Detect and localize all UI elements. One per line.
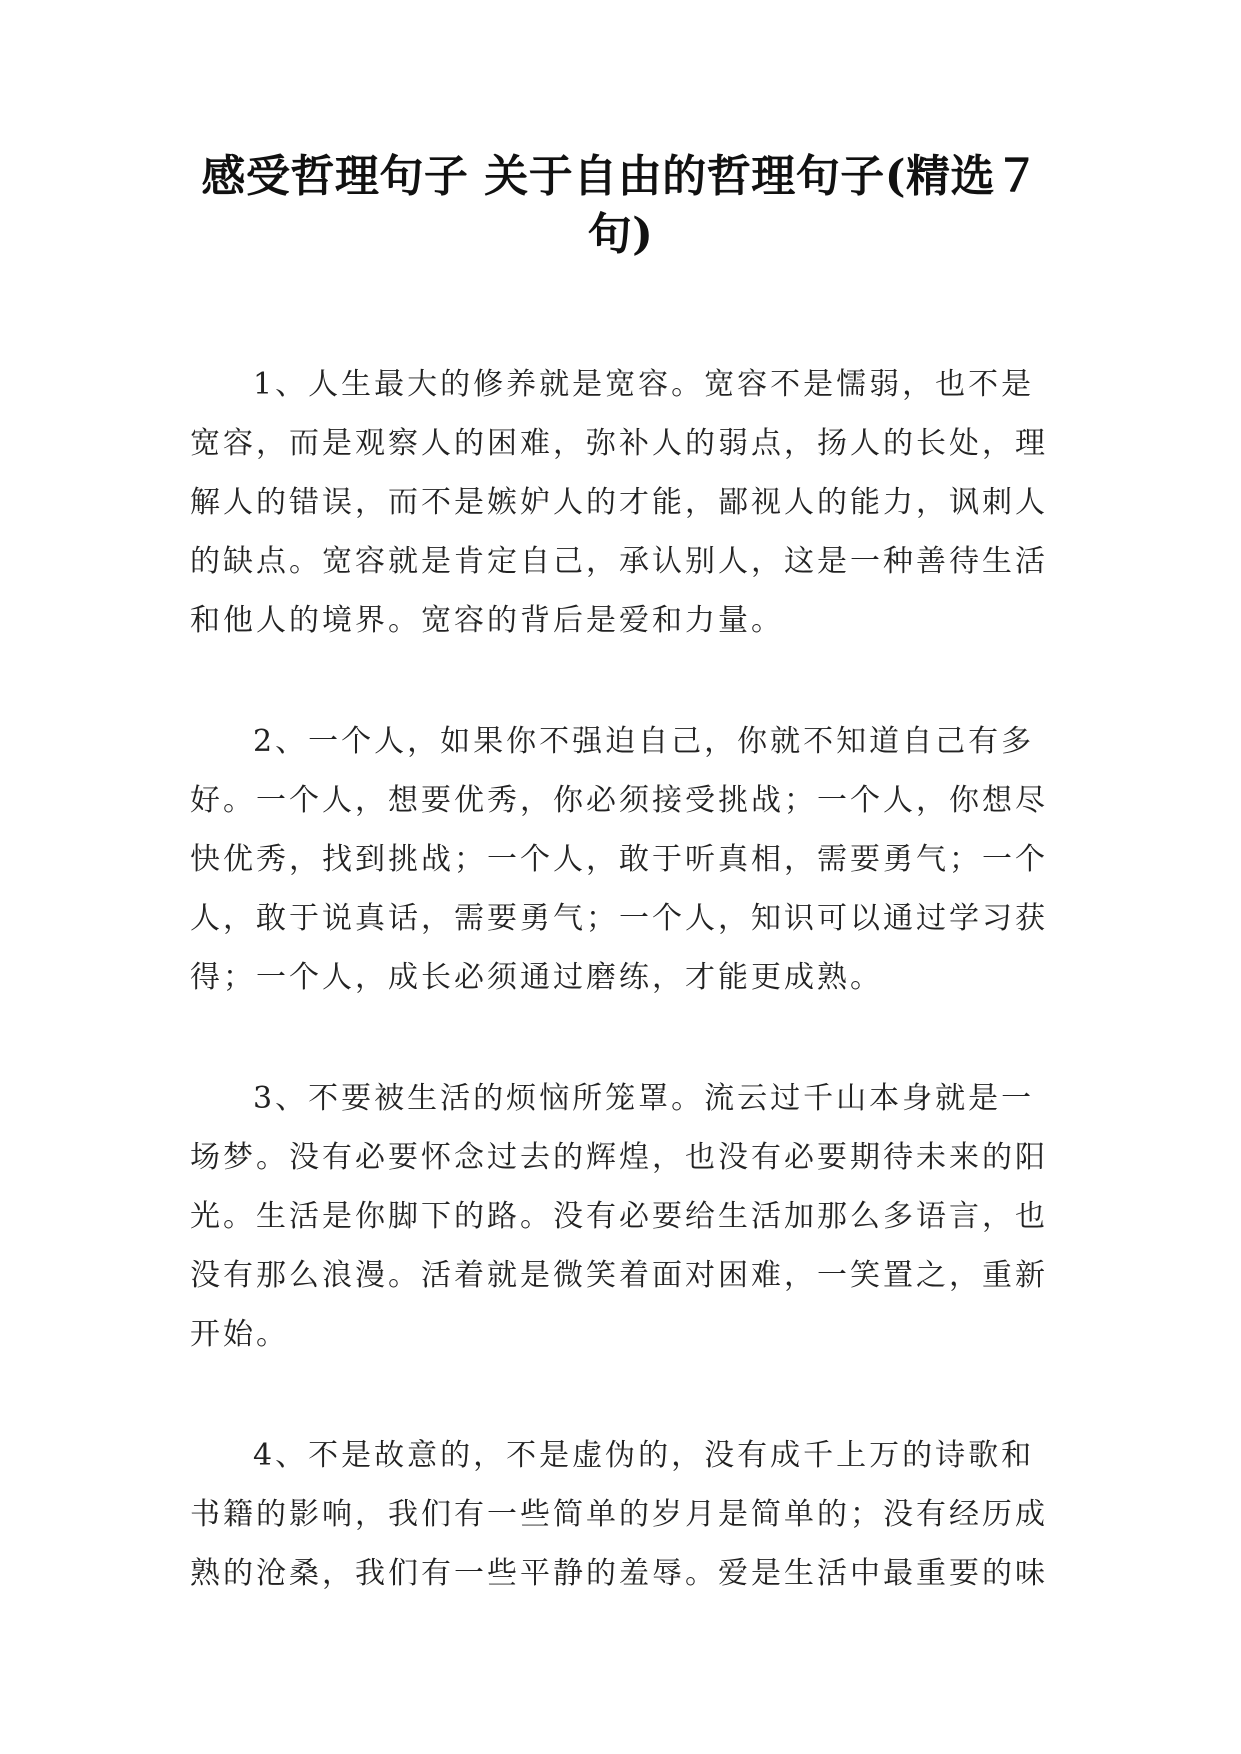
text-line: 1、人生最大的修养就是宽容。宽容不是懦弱，也不是: [253, 367, 1035, 402]
text-line: 4、不是故意的，不是虚伪的，没有成千上万的诗歌和: [253, 1438, 1035, 1473]
paragraph-4: [190, 1426, 1052, 1603]
paragraph-1: [190, 355, 1052, 650]
text-line: 光。生活是你脚下的路。没有必要给生活加那么多语言，也: [190, 1199, 1048, 1234]
paragraph-2: [190, 712, 1052, 1007]
text-line: 得；一个人，成长必须通过磨练，才能更成熟。: [190, 960, 883, 995]
document-body: [190, 355, 1052, 1665]
text-line: 宽容，而是观察人的困难，弥补人的弱点，扬人的长处，理: [190, 426, 1048, 461]
title-line-2: 句): [587, 209, 654, 260]
text-line: 快优秀，找到挑战；一个人，敢于听真相，需要勇气；一个: [190, 842, 1048, 877]
text-line: 人，敢于说真话，需要勇气；一个人，知识可以通过学习获: [190, 901, 1048, 936]
text-line: 没有那么浪漫。活着就是微笑着面对困难，一笑置之，重新: [190, 1258, 1048, 1293]
text-line: 解人的错误，而不是嫉妒人的才能，鄙视人的能力，讽刺人: [190, 485, 1048, 520]
page-title: [180, 148, 1061, 264]
paragraph-3: [190, 1069, 1052, 1364]
text-line: 好。一个人，想要优秀，你必须接受挑战；一个人，你想尽: [190, 783, 1048, 818]
text-line: 书籍的影响，我们有一些简单的岁月是简单的；没有经历成: [190, 1497, 1048, 1532]
text-line: 熟的沧桑，我们有一些平静的羞辱。爱是生活中最重要的味: [190, 1556, 1048, 1591]
text-line: 开始。: [190, 1317, 289, 1352]
text-line: 3、不要被生活的烦恼所笼罩。流云过千山本身就是一: [253, 1081, 1035, 1116]
text-line: 2、一个人，如果你不强迫自己，你就不知道自己有多: [253, 724, 1035, 759]
title-line-1: 感受哲理句子 关于自由的哲理句子(精选７: [201, 151, 1040, 202]
text-line: 和他人的境界。宽容的背后是爱和力量。: [190, 603, 784, 638]
text-line: 场梦。没有必要怀念过去的辉煌，也没有必要期待未来的阳: [190, 1140, 1048, 1175]
text-line: 的缺点。宽容就是肯定自己，承认别人，这是一种善待生活: [190, 544, 1048, 579]
